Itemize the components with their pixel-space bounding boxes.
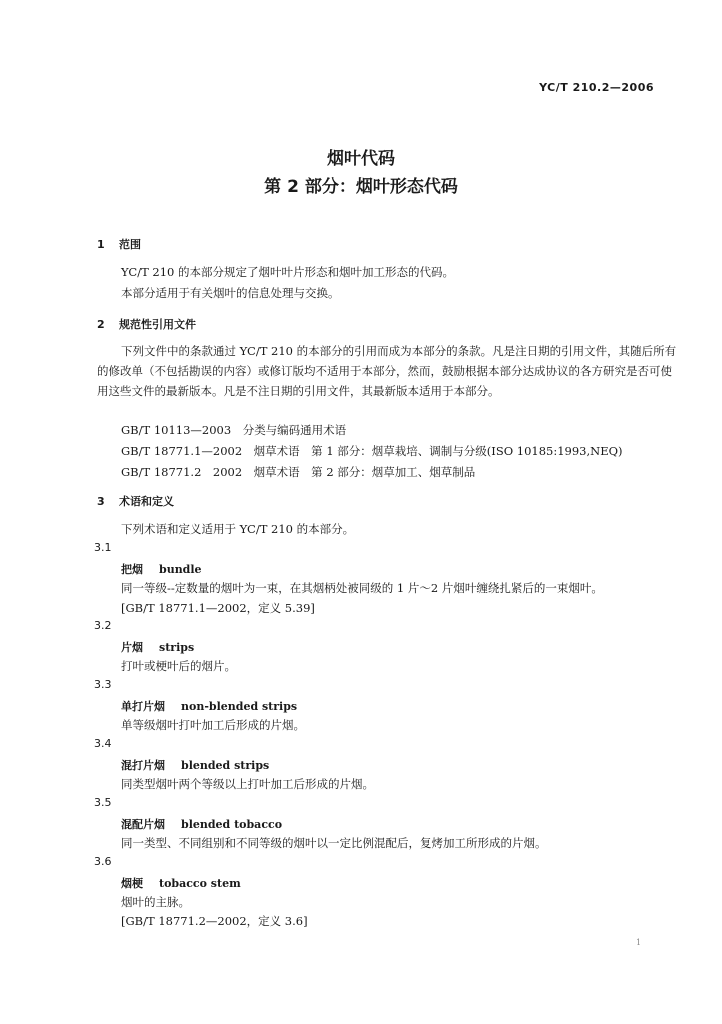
term-english: strips <box>159 641 195 654</box>
normative-references-paragraph: 下列文件中的条款通过 YC/T 210 的本部分的引用而成为本部分的条款。凡是注日期的引用文件，其随后所有的修改单（不包括勘误的内容）或修订版均不适用于本部分，然而，鼓励根据本部分达成协议的各方研究是否可使用这些文件的最新版本。凡是不注日期的引用文件，其最新版本适用于本部分。 <box>97 344 677 398</box>
section-title: 范围 <box>119 238 141 251</box>
scope-paragraph-1: YC/T 210 的本部分规定了烟叶叶片形态和烟叶加工形态的代码。 <box>121 265 454 279</box>
term-heading <box>121 816 282 832</box>
scope-paragraph-2: 本部分适用于有关烟叶的信息处理与交换。 <box>121 286 340 300</box>
term-source: [GB/T 18771.1—2002，定义 5.39] <box>121 601 315 615</box>
term-chinese: 烟梗 <box>121 877 143 890</box>
term-definition: 打叶或梗叶后的烟片。 <box>121 659 236 673</box>
term-definition: 同一类型、不同组别和不同等级的烟叶以一定比例混配后，复烤加工所形成的片烟。 <box>121 836 547 850</box>
terms-intro: 下列术语和定义适用于 YC/T 210 的本部分。 <box>121 522 355 536</box>
page-number: 1 <box>636 938 642 947</box>
term-number: 3.6 <box>94 855 112 868</box>
section-number: 1 <box>97 238 105 251</box>
term-chinese: 把烟 <box>121 563 143 576</box>
term-definition: 同类型烟叶两个等级以上打叶加工后形成的片烟。 <box>121 777 374 791</box>
section-1-heading <box>97 236 141 252</box>
term-number: 3.1 <box>94 541 112 554</box>
term-number: 3.4 <box>94 737 112 750</box>
term-english: blended tobacco <box>181 818 283 831</box>
section-number: 2 <box>97 318 105 331</box>
term-source: [GB/T 18771.2—2002，定义 3.6] <box>121 914 308 928</box>
section-2-heading <box>97 316 196 332</box>
term-chinese: 单打片烟 <box>121 700 165 713</box>
term-chinese: 片烟 <box>121 641 143 654</box>
document-title: 烟叶代码 <box>327 149 395 169</box>
standard-code: YC/T 210.2—2006 <box>539 81 654 94</box>
section-title: 术语和定义 <box>119 495 174 508</box>
term-heading <box>121 875 241 891</box>
term-english: blended strips <box>181 759 270 772</box>
term-heading <box>121 561 202 577</box>
reference-item: GB/T 18771.1—2002 烟草术语 第 1 部分：烟草栽培、调制与分级(ISO 10185:1993,NEQ) <box>121 444 623 458</box>
term-heading <box>121 757 269 773</box>
term-definition: 烟叶的主脉。 <box>121 895 190 909</box>
reference-item: GB/T 10113—2003 分类与编码通用术语 <box>121 423 347 437</box>
term-english: non-blended strips <box>181 700 298 713</box>
term-english: bundle <box>159 563 202 576</box>
term-chinese: 混配片烟 <box>121 818 165 831</box>
section-number: 3 <box>97 495 105 508</box>
reference-item: GB/T 18771.2 2002 烟草术语 第 2 部分：烟草加工、烟草制品 <box>121 465 476 479</box>
term-number: 3.5 <box>94 796 112 809</box>
section-3-heading <box>97 493 174 509</box>
term-chinese: 混打片烟 <box>121 759 165 772</box>
term-definition: 同一等级--定数量的烟叶为一束，在其烟柄处被同级的 1 片～2 片烟叶缠绕扎紧后的一束烟叶。 <box>121 581 603 595</box>
term-heading <box>121 639 194 655</box>
term-number: 3.2 <box>94 619 112 632</box>
term-definition: 单等级烟叶打叶加工后形成的片烟。 <box>121 718 305 732</box>
section-title: 规范性引用文件 <box>119 318 196 331</box>
term-number: 3.3 <box>94 678 112 691</box>
document-subtitle: 第 2 部分：烟叶形态代码 <box>264 177 458 197</box>
term-english: tobacco stem <box>159 877 241 890</box>
term-heading <box>121 698 297 714</box>
